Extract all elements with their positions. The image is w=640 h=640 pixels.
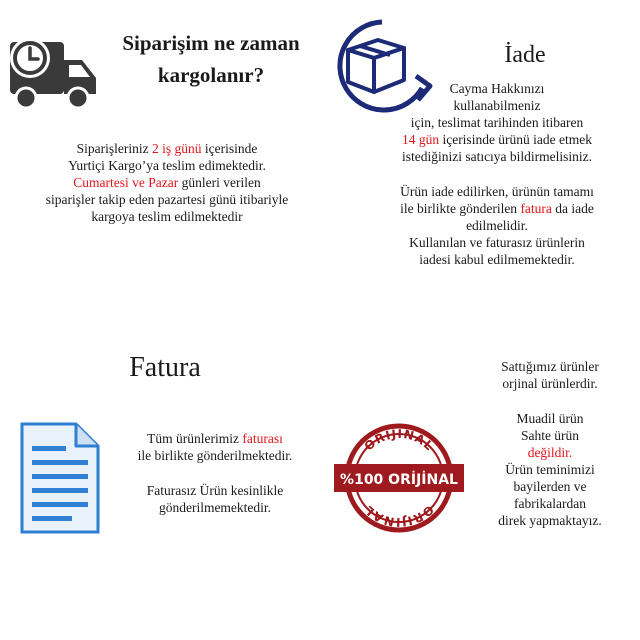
svg-text:ORİJİNAL — [361, 502, 436, 530]
stamp-bottom-text: ORİJİNAL — [361, 502, 437, 530]
svg-text:ORİJİNAL — [362, 426, 437, 454]
returns-title: İade — [504, 42, 546, 68]
delivery-truck-clock-icon — [2, 22, 98, 112]
shipping-title: Siparişim ne zaman kargolanır? — [122, 31, 300, 87]
document-icon — [20, 422, 100, 534]
stamp-main-text: %100 ORİJİNAL — [340, 472, 458, 488]
invoice-title: Fatura — [129, 352, 201, 383]
original-stamp-icon — [334, 420, 464, 536]
original-text: Sattığımız ürünler orjinal ürünlerdir. Muadil ürün Sahte ürün değildir. Ürün teminimizi bayilerden ve fabrikalardan direk yapmaktayız. — [498, 359, 602, 528]
returns-text: Cayma Hakkınızı kullanabilmeniz için, teslimat tarihinden itibaren 14 gün içerisinde ürünü iade etmek istediğinizi satıcıya bildirmelisiniz. Ürün iade edilirken, ürünün tamamı ile birlikte gönderilen fatura da iade edilmelidir. Kullanılan ve faturasız ürünlerin iadesi kabul edilmemektedir. — [400, 81, 594, 267]
shipping-section — [0, 0, 330, 260]
invoice-section — [0, 330, 330, 570]
shipping-text: Siparişleriniz 2 iş günü içerisinde Yurtiçi Kargo’ya teslim edimektedir. Cumartesi ve Pazar günleri verilen siparişler takip eden pazartesi günü itibariyle kargoya teslim edilmektedir — [45, 141, 289, 224]
stamp-top-text: ORİJİNAL — [361, 426, 437, 454]
returns-section — [320, 0, 640, 300]
invoice-text: Tüm ürünlerimiz faturası ile birlikte gönderilmektedir. Faturasız Ürün kesinlikle gönderilmemektedir. — [137, 431, 293, 515]
original-section — [320, 340, 640, 580]
